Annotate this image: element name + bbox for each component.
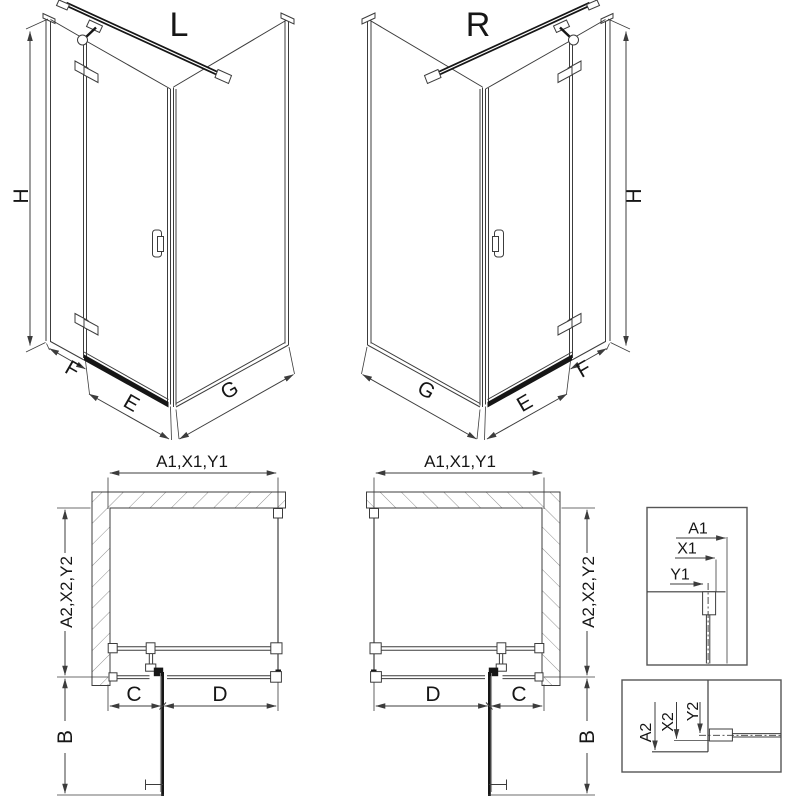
iso-right-dim-H: H <box>623 188 646 204</box>
iso-left-dim-E: E <box>119 389 144 417</box>
iso-left-dim-G: G <box>216 376 243 405</box>
plan-right-dim-B: B <box>576 729 599 745</box>
plan-right-dim-C: C <box>511 683 527 706</box>
plan-left-dim-A1X1Y1: A1,X1,Y1 <box>156 452 228 471</box>
plan-left-dim-A2X2Y2: A2,X2,Y2 <box>57 556 76 628</box>
plan-left-dim-B: B <box>54 729 77 745</box>
iso-right-title: R <box>465 6 491 44</box>
plan-right-dim-D: D <box>425 683 441 706</box>
plan-right-dim-A2X2Y2: A2,X2,Y2 <box>579 556 598 628</box>
detail-box-top <box>647 508 747 666</box>
plan-view-left <box>57 473 286 796</box>
detail-bottom-dim-X2: X2 <box>660 712 677 732</box>
plan-right-dim-A1X1Y1: A1,X1,Y1 <box>424 452 496 471</box>
iso-left-dim-H: H <box>10 188 33 204</box>
iso-right-dim-F: F <box>572 356 596 383</box>
plan-left-dim-C: C <box>126 683 142 706</box>
iso-right-dim-E: E <box>512 389 537 417</box>
wall-profile-section <box>703 592 716 615</box>
iso-right-dim-G: G <box>413 376 440 405</box>
detail-bottom-dim-Y2: Y2 <box>685 701 702 722</box>
plan-left-dim-D: D <box>212 683 228 706</box>
detail-top-dim-Y1: Y1 <box>670 566 690 584</box>
detail-top-dim-X1: X1 <box>677 540 697 558</box>
detail-box-bottom <box>622 680 781 772</box>
detail-top-dim-A1: A1 <box>688 520 708 538</box>
detail-bottom-dim-A2: A2 <box>638 722 655 743</box>
iso-left-title: L <box>169 6 189 44</box>
iso-left-dim-F: F <box>60 356 84 383</box>
plan-view-right <box>367 473 596 796</box>
